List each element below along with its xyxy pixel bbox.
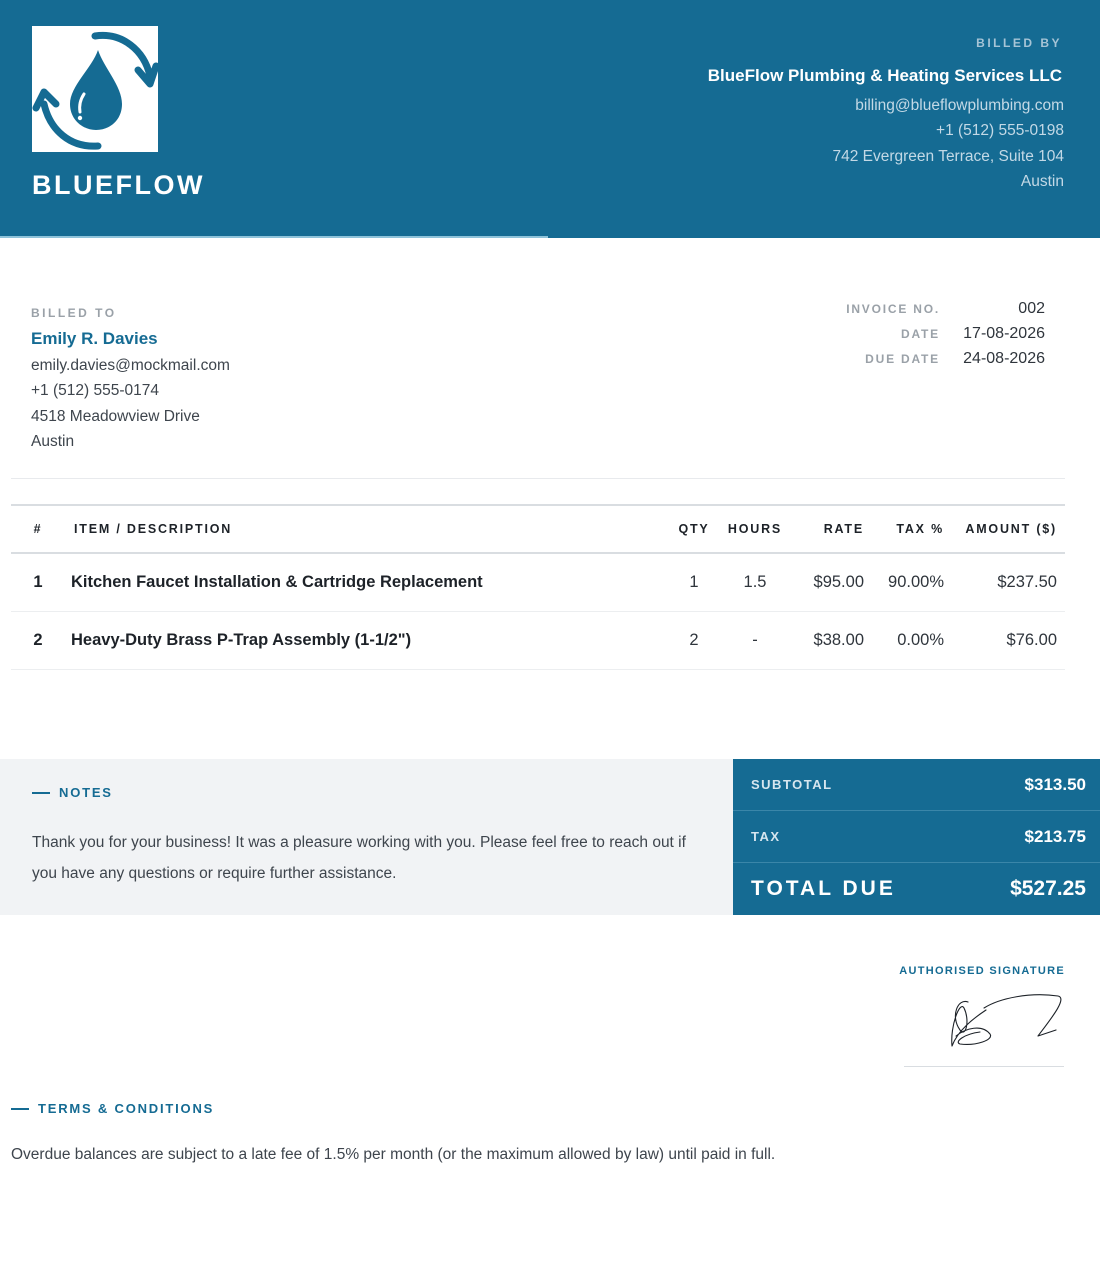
client-phone: +1 (512) 555-0174 (31, 382, 159, 400)
client-name: Emily R. Davies (31, 329, 158, 348)
billed-to-block (31, 306, 230, 454)
row-hours: 1.5 (722, 553, 788, 611)
row-hours: - (722, 611, 788, 669)
due-date-row (846, 350, 1045, 375)
tax-value: $213.75 (1024, 826, 1086, 846)
table-row (11, 611, 1065, 669)
row-qty: 1 (666, 553, 722, 611)
total-due-value: $527.25 (1010, 877, 1086, 900)
invoice-date: 17-08-2026 (963, 325, 1045, 342)
terms-text: Overdue balances are subject to a late fee of 1.5% per month (or the maximum allowed by law) until paid in full. (11, 1146, 776, 1163)
notes-text: Thank you for your business! It was a pleasure working with you. Please feel free to reach out if you have any questions or require further assistance. (32, 834, 686, 882)
col-qty: QTY (666, 505, 722, 553)
subtotal-row (733, 759, 1100, 811)
col-hours: HOURS (722, 505, 788, 553)
table-header-row (11, 505, 1065, 553)
col-amount: AMOUNT ($) (944, 505, 1065, 553)
total-due-row (733, 863, 1100, 915)
row-amount: $237.50 (944, 553, 1065, 611)
row-description: Kitchen Faucet Installation & Cartridge Replacement (63, 553, 666, 611)
col-rate: RATE (788, 505, 864, 553)
billed-by-block (708, 36, 1064, 194)
billed-to-label: BILLED TO (31, 306, 117, 320)
dash-icon (11, 1108, 29, 1110)
invoice-number-label: INVOICE NO. (846, 302, 940, 316)
row-number: 2 (11, 611, 63, 669)
row-amount: $76.00 (944, 611, 1065, 669)
signature-label: AUTHORISED SIGNATURE (899, 965, 1065, 977)
notes-panel (0, 759, 733, 915)
brand-name: BLUEFLOW (32, 170, 205, 200)
subtotal-label: SUBTOTAL (751, 777, 833, 792)
client-address: 4518 Meadowview Drive (31, 407, 200, 425)
terms-title (11, 1101, 214, 1116)
divider (11, 478, 1065, 479)
row-number: 1 (11, 553, 63, 611)
invoice-number-row (846, 300, 1045, 325)
tax-row (733, 811, 1100, 863)
logo (32, 26, 158, 152)
row-tax: 90.00% (864, 553, 944, 611)
tax-label: TAX (751, 829, 781, 844)
due-date: 24-08-2026 (963, 350, 1045, 367)
billed-by-address: 742 Evergreen Terrace, Suite 104 (832, 147, 1064, 165)
invoice-date-label: DATE (901, 327, 940, 341)
row-rate: $38.00 (788, 611, 864, 669)
row-rate: $95.00 (788, 553, 864, 611)
row-description: Heavy-Duty Brass P-Trap Assembly (1-1/2") (63, 611, 666, 669)
billed-by-city: Austin (1020, 172, 1064, 190)
total-due-label: TOTAL DUE (751, 877, 896, 900)
signature-image (940, 990, 1070, 1054)
invoice-header (0, 0, 1100, 238)
totals-panel (733, 759, 1100, 915)
dash-icon (32, 792, 50, 794)
line-items-table (11, 504, 1065, 670)
table-row (11, 553, 1065, 611)
due-date-label: DUE DATE (865, 352, 940, 366)
terms-title-text: TERMS & CONDITIONS (38, 1101, 215, 1116)
notes-title-text: NOTES (59, 785, 113, 800)
notes-title (32, 785, 113, 800)
row-qty: 2 (666, 611, 722, 669)
client-city: Austin (31, 432, 75, 450)
billed-by-email: billing@blueflowplumbing.com (855, 97, 1064, 114)
col-number: # (11, 505, 63, 553)
billed-by-company: BlueFlow Plumbing & Heating Services LLC (707, 66, 1062, 85)
header-accent-line (0, 236, 548, 238)
invoice-date-row (846, 325, 1045, 350)
row-tax: 0.00% (864, 611, 944, 669)
billed-by-label: BILLED BY (976, 36, 1062, 50)
signature-line (904, 1066, 1064, 1067)
col-tax: TAX % (864, 505, 944, 553)
subtotal-value: $313.50 (1024, 774, 1086, 794)
col-description: ITEM / DESCRIPTION (63, 505, 666, 553)
invoice-meta (846, 300, 1045, 375)
billed-by-phone: +1 (512) 555-0198 (936, 122, 1064, 140)
invoice-number: 002 (1018, 300, 1045, 317)
water-drop-cycle-icon (32, 26, 158, 152)
client-email: emily.davies@mockmail.com (31, 357, 230, 374)
